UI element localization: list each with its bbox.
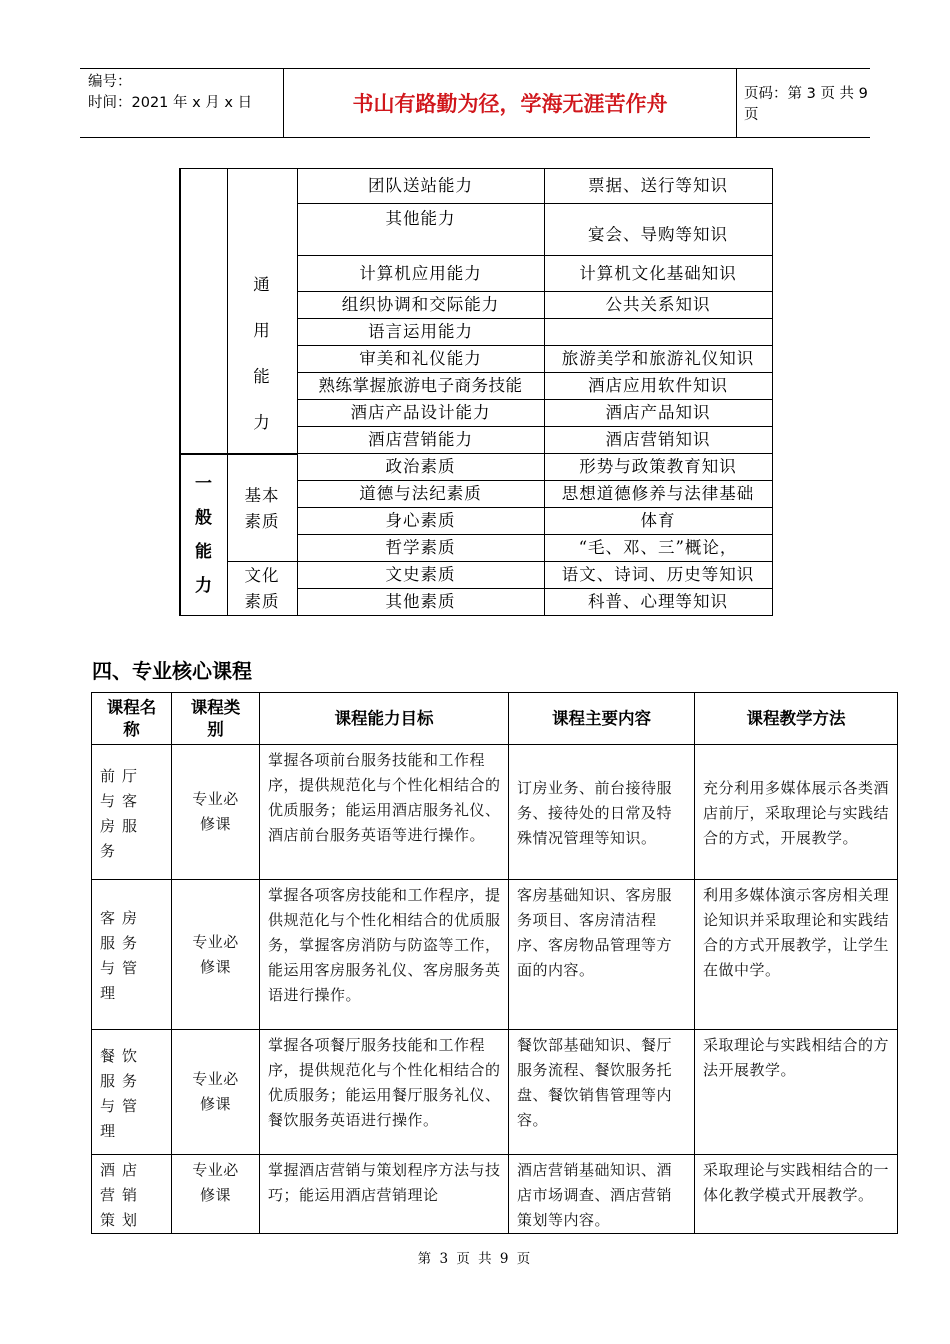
knowledge-cell: 公共关系知识 — [544, 292, 772, 319]
ability-cell: 哲学素质 — [297, 535, 544, 562]
page-header — [80, 68, 870, 138]
table-row — [180, 169, 772, 204]
blank-cell — [180, 256, 227, 454]
doc-time-label: 时间：2021 年 x 月 x 日 — [88, 95, 253, 111]
ability-cell: 计算机应用能力 — [297, 256, 544, 292]
ability-cell: 熟练掌握旅游电子商务技能 — [297, 373, 544, 400]
ability-cell: 道德与法纪素质 — [297, 481, 544, 508]
ability-cell: 酒店产品设计能力 — [297, 400, 544, 427]
table-header-row — [92, 693, 898, 745]
column-header: 课程教学方法 — [695, 693, 898, 745]
header-motto: 书山有路勤为径，学海无涯苦作舟 — [284, 69, 737, 137]
course-method: 采取理论与实践相结合的一体化教学模式开展教学。 — [695, 1155, 898, 1234]
ability-cell: 身心素质 — [297, 508, 544, 535]
knowledge-cell: 票据、送行等知识 — [544, 169, 772, 204]
knowledge-cell: 科普、心理等知识 — [544, 589, 772, 616]
table-row — [92, 880, 898, 1030]
course-goal: 掌握各项餐厅服务技能和工作程序，提供规范化与个性化相结合的优质服务；能运用餐厅服务礼仪、餐饮服务英语进行操作。 — [260, 1030, 509, 1155]
course-table — [91, 692, 898, 1234]
knowledge-cell: “毛、邓、三”概论， — [544, 535, 772, 562]
course-type: 专业必修课 — [172, 1155, 260, 1234]
knowledge-cell — [544, 319, 772, 346]
course-method: 充分利用多媒体展示各类酒店前厅，采取理论与实践结合的方式，开展教学。 — [695, 745, 898, 880]
course-goal: 掌握各项客房技能和工作程序，提供规范化与个性化相结合的优质服务，掌握客房消防与防盗等工作，能运用客房服务礼仪、客房服务英语进行操作。 — [260, 880, 509, 1030]
knowledge-cell: 体育 — [544, 508, 772, 535]
course-type: 专业必修课 — [172, 745, 260, 880]
ability-cell: 政治素质 — [297, 454, 544, 481]
table-row — [180, 562, 772, 589]
column-header: 课程能力目标 — [260, 693, 509, 745]
course-name: 餐饮服务与管理 — [92, 1030, 172, 1155]
ability-cell: 文史素质 — [297, 562, 544, 589]
column-header: 课程名称 — [92, 693, 172, 745]
group-basic-quality: 基本素质 — [227, 454, 297, 562]
column-header: 课程主要内容 — [509, 693, 695, 745]
table-row — [92, 1155, 898, 1234]
course-name: 前厅与客房服务 — [92, 745, 172, 880]
course-content: 酒店营销基础知识、酒店市场调查、酒店营销策划等内容。 — [509, 1155, 695, 1234]
course-content: 客房基础知识、客房服务项目、客房清洁程序、客房物品管理等方面的内容。 — [509, 880, 695, 1030]
ability-cell: 其他素质 — [297, 589, 544, 616]
knowledge-cell: 宴会、导购等知识 — [544, 204, 772, 256]
table-row — [180, 454, 772, 481]
course-type: 专业必修课 — [172, 1030, 260, 1155]
page-footer: 第 3 页 共 9 页 — [417, 1251, 533, 1267]
knowledge-cell: 计算机文化基础知识 — [544, 256, 772, 292]
section-title: 四、专业核心课程 — [92, 659, 252, 683]
ability-cell: 语言运用能力 — [297, 319, 544, 346]
header-page-label: 页码：第 3 页 共 9 页 — [744, 86, 868, 123]
course-content: 餐饮部基础知识、餐厅服务流程、餐饮服务托盘、餐饮销售管理等内容。 — [509, 1030, 695, 1155]
course-method: 采取理论与实践相结合的方法开展教学。 — [695, 1030, 898, 1155]
knowledge-cell: 思想道德修养与法律基础 — [544, 481, 772, 508]
header-meta — [80, 69, 284, 137]
table-row — [92, 1030, 898, 1155]
knowledge-cell: 语文、诗词、历史等知识 — [544, 562, 772, 589]
table-row — [180, 256, 772, 292]
course-goal: 掌握各项前台服务技能和工作程序，提供规范化与个性化相结合的优质服务；能运用酒店服务礼仪、酒店前台服务英语等进行操作。 — [260, 745, 509, 880]
knowledge-cell: 旅游美学和旅游礼仪知识 — [544, 346, 772, 373]
ability-cell: 组织协调和交际能力 — [297, 292, 544, 319]
course-type: 专业必修课 — [172, 880, 260, 1030]
ability-cell: 团队送站能力 — [297, 169, 544, 204]
knowledge-cell: 形势与政策教育知识 — [544, 454, 772, 481]
course-name: 酒店营销策划 — [92, 1155, 172, 1234]
knowledge-cell: 酒店营销知识 — [544, 427, 772, 454]
ability-cell: 其他能力 — [297, 204, 544, 256]
knowledge-cell: 酒店应用软件知识 — [544, 373, 772, 400]
group-general-use: 通用能力 — [227, 256, 297, 454]
ability-table — [179, 168, 773, 616]
course-goal: 掌握酒店营销与策划程序方法与技巧；能运用酒店营销理论 — [260, 1155, 509, 1234]
course-content: 订房业务、前台接待服务、接待处的日常及特殊情况管理等知识。 — [509, 745, 695, 880]
course-method: 利用多媒体演示客房相关理论知识并采取理论和实践结合的方式开展教学，让学生在做中学。 — [695, 880, 898, 1030]
category-general: 一般能力 — [180, 454, 227, 616]
knowledge-cell: 酒店产品知识 — [544, 400, 772, 427]
ability-cell: 酒店营销能力 — [297, 427, 544, 454]
blank-cell — [227, 169, 297, 256]
doc-number-label: 编号： — [88, 74, 132, 90]
blank-cell — [180, 169, 227, 256]
table-row — [92, 745, 898, 880]
course-name: 客房服务与管理 — [92, 880, 172, 1030]
group-culture-quality: 文化素质 — [227, 562, 297, 616]
column-header: 课程类别 — [172, 693, 260, 745]
ability-cell: 审美和礼仪能力 — [297, 346, 544, 373]
